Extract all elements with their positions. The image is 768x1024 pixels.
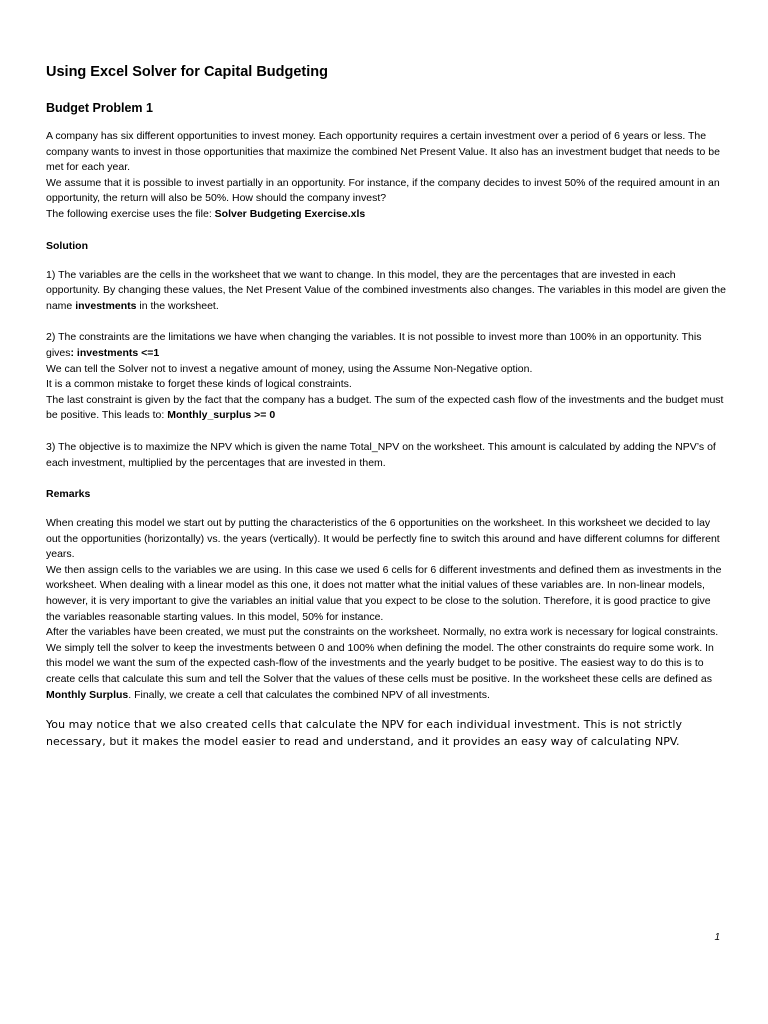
solution-step-2-text: 2) The constraints are the limitations we have when changing the variables. It is not possible to invest more than 100% in an opportunity. This gives	[46, 331, 702, 359]
solution-step-2-line-3: It is a common mistake to forget these kinds of logical constraints.	[46, 378, 352, 391]
remarks-paragraph-3	[46, 625, 726, 703]
remarks-paragraph-1: When creating this model we start out by putting the characteristics of the 6 opportunities on the worksheet. In this worksheet we decided to lay out the opportunities (horizontally) vs. the years (vertically). It would be perfectly fine to switch this around and have different columns for different years.	[46, 517, 720, 561]
problem-paragraph-1: A company has six different opportunities to invest money. Each opportunity requires a certain investment over a period of 6 years or less. The company wants to invest in those opportunities that maximize the combined Net Present Value. It also has an investment budget that needs to be met for each year.	[46, 130, 720, 174]
solution-step-3: 3) The objective is to maximize the NPV which is given the name Total_NPV on the worksheet. This amount is calculated by adding the NPV’s of each investment, multiplied by the percentages that are invested in them.	[46, 440, 716, 469]
solution-heading: Solution	[46, 239, 88, 252]
remarks-paragraph-3-suffix: . Finally, we create a cell that calculates the combined NPV of all investments.	[128, 688, 490, 701]
solution-step-1-bold: investments	[75, 299, 137, 312]
solution-step-2	[46, 330, 726, 361]
remarks-paragraph-2: We then assign cells to the variables we are using. In this case we used 6 cells for 6 different investments and defined them as investments in the worksheet. When dealing with a linear model as this one, it does not matter what the initial values of these variables are. In non-linear models, however, it is very important to give the variables an initial value that you expect to be close to the solution. Therefore, it is good practice to give the variables reasonable starting values. In this model, 50% for instance.	[46, 563, 722, 623]
remarks-heading: Remarks	[46, 488, 91, 501]
solution-step-2-line-2: We can tell the Solver not to invest a negative amount of money, using the Assume Non-Negative option.	[46, 362, 533, 375]
budget-problem-heading: Budget Problem 1	[46, 101, 153, 115]
monthly-surplus-name: Monthly_surplus	[167, 409, 252, 422]
monthly-surplus-condition: >= 0	[251, 409, 276, 422]
problem-paragraph-2: We assume that it is possible to invest partially in an opportunity. For instance, if the company decides to invest 50% of the required amount in an opportunity, the return will also be 50%. How should the company invest?	[46, 176, 720, 205]
problem-paragraph-3	[46, 207, 726, 223]
solution-step-2-line-4	[46, 393, 726, 424]
budget-problem-section	[46, 129, 726, 223]
solution-step-1-suffix: in the worksheet.	[136, 299, 219, 312]
remarks-paragraph-3-bold: Monthly Surplus	[46, 688, 129, 701]
remarks-final-paragraph: You may notice that we also created cells that calculate the NPV for each individual investment. This is not strictly necessary, but it makes the model easier to read and understand, and it provides an easy way of calculating NPV.	[46, 718, 683, 748]
document-body	[46, 62, 726, 750]
solution-step-1-text: 1) The variables are the cells in the worksheet that we want to change. In this model, they are the percentages that are invested in each opportunity. By changing these values, the Net Present Value of the combined investments also changes. The variables in this model are given the name	[46, 268, 726, 312]
file-name: Solver Budgeting Exercise.xls	[214, 207, 366, 220]
file-prefix: The following exercise uses the file:	[46, 207, 215, 220]
solution-step-1	[46, 268, 726, 315]
remarks-section	[46, 516, 726, 750]
solution-step-2-bold: : investments <=1	[70, 346, 160, 359]
page-number: 1	[714, 932, 720, 943]
solution-section	[46, 268, 726, 472]
remarks-paragraph-3-text: After the variables have been created, we must put the constraints on the worksheet. Normally, no extra work is necessary for logical constraints. We simply tell the solver to keep the investments between 0 and 100% when defining the model. The other constraints do require some work. In this model we want the sum of the expected cash-flow of the investments and the yearly budget to be positive. The easiest way to do this is to create cells that calculate this sum and tell the Solver that the values of these cells must be positive. In the worksheet these cells are defined as	[46, 626, 719, 686]
document-title: Using Excel Solver for Capital Budgeting	[46, 64, 328, 80]
solution-step-2-line-4-text: The last constraint is given by the fact that the company has a budget. The sum of the expected cash flow of the investments and the budget must be positive. This leads to:	[46, 393, 724, 422]
solution-step-2-line-4-bold	[167, 409, 275, 421]
